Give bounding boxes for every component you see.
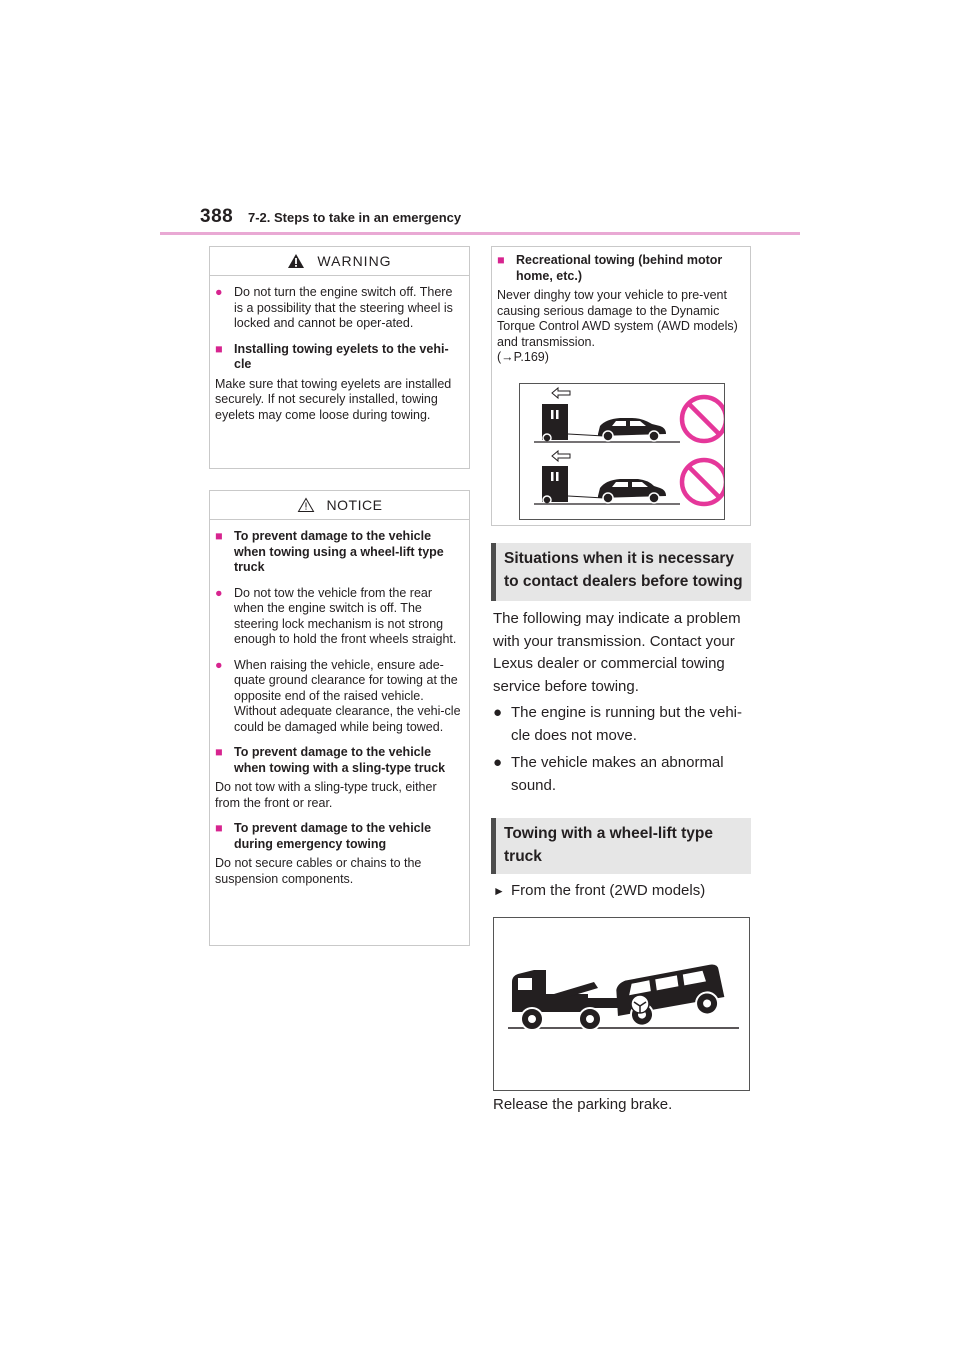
notice-subheading (215, 821, 464, 852)
notice-subheading (215, 745, 464, 776)
square-bullet-icon: ■ (215, 745, 223, 759)
situations-intro: The following may indicate a problem with your transmission. Contact your Lexus dealer or commercial towing service before towing. (493, 610, 741, 695)
dinghy-tow-prohibited-icon (520, 384, 724, 519)
notice-item (215, 586, 464, 648)
rec-tow-paragraph: Never dinghy tow your vehicle to pre-vent causing serious damage to the Dynamic Torque Control AWD system (AWD models) and transmission. (497, 288, 738, 349)
situations-bullet-text: The engine is running but the vehi-cle does not move. (511, 704, 742, 744)
recreational-towing-illustration (519, 383, 725, 520)
circle-bullet-icon: ● (215, 657, 223, 672)
warning-paragraph: Make sure that towing eyelets are installed securely. If not securely installed, towing eyelets may come loose during towing. (215, 376, 452, 422)
circle-bullet-icon: ● (215, 285, 223, 299)
situations-bullet (493, 702, 749, 747)
warning-item-text: Do not turn the engine switch off. There is a possibility that the steering wheel is locked and cannot be oper-ated. (234, 285, 453, 330)
warning-header (210, 247, 469, 276)
wheel-lift-caption: Release the parking brake. (493, 1096, 673, 1113)
page-number: 388 (200, 206, 234, 227)
warning-subheading (215, 342, 464, 373)
notice-subheading-text: To prevent damage to the vehicle when towing using a wheel-lift type truck (234, 529, 444, 574)
rec-tow-subheading-text: Recreational towing (behind motor home, etc.) (516, 253, 723, 283)
notice-box (209, 490, 470, 946)
wheel-lift-step-text: From the front (2WD models) (511, 882, 706, 899)
situations-bullet (493, 752, 749, 797)
section-title: 7-2. Steps to take in an emergency (248, 210, 462, 225)
circle-bullet-icon: ● (215, 585, 223, 600)
warning-item (215, 285, 464, 332)
wheel-lift-step (493, 880, 749, 903)
header-rule (160, 232, 800, 235)
warning-box (209, 246, 470, 469)
wheel-lift-illustration (493, 917, 750, 1091)
rec-tow-subheading (497, 253, 745, 284)
notice-subheading (215, 529, 464, 576)
bullet-icon: ● (493, 754, 503, 771)
warning-triangle-icon (287, 253, 305, 269)
notice-triangle-icon (297, 497, 315, 513)
warning-subheading-text: Installing towing eyelets to the vehi-cle (234, 341, 449, 371)
wheel-lift-truck-icon (494, 918, 749, 1090)
notice-item (215, 658, 464, 736)
square-bullet-icon: ■ (215, 529, 223, 543)
bullet-icon: ● (493, 704, 503, 721)
notice-item-text: When raising the vehicle, ensure ade-quate ground clearance for towing at the opposite end of the raised vehicle. Without adequate clearance, the vehi-cle could be damaged while being towed. (234, 657, 461, 734)
wheel-lift-heading: Towing with a wheel-lift type truck (491, 818, 751, 874)
notice-title: NOTICE (326, 497, 383, 513)
rec-tow-reference: (→P.169) (497, 350, 549, 364)
notice-item-text: Do not tow the vehicle from the rear when the engine switch is off. The steering lock mechanism is not strong enough to hold the front wheels straight. (234, 585, 457, 646)
square-bullet-icon: ■ (215, 341, 223, 356)
triangle-marker-icon: ► (493, 884, 505, 898)
warning-title: WARNING (317, 253, 392, 269)
notice-paragraph: Do not tow with a sling-type truck, either from the front or rear. (215, 780, 437, 810)
square-bullet-icon: ■ (497, 253, 505, 267)
notice-header (210, 491, 469, 520)
recreational-towing-box (491, 246, 751, 526)
notice-paragraph: Do not secure cables or chains to the suspension components. (215, 856, 422, 886)
situations-heading: Situations when it is necessary to contact dealers before towing (491, 543, 751, 601)
notice-subheading-text: To prevent damage to the vehicle when towing with a sling-type truck (234, 745, 446, 775)
notice-subheading-text: To prevent damage to the vehicle during emergency towing (234, 821, 432, 851)
square-bullet-icon: ■ (215, 821, 223, 835)
situations-bullet-text: The vehicle makes an abnormal sound. (511, 754, 724, 794)
